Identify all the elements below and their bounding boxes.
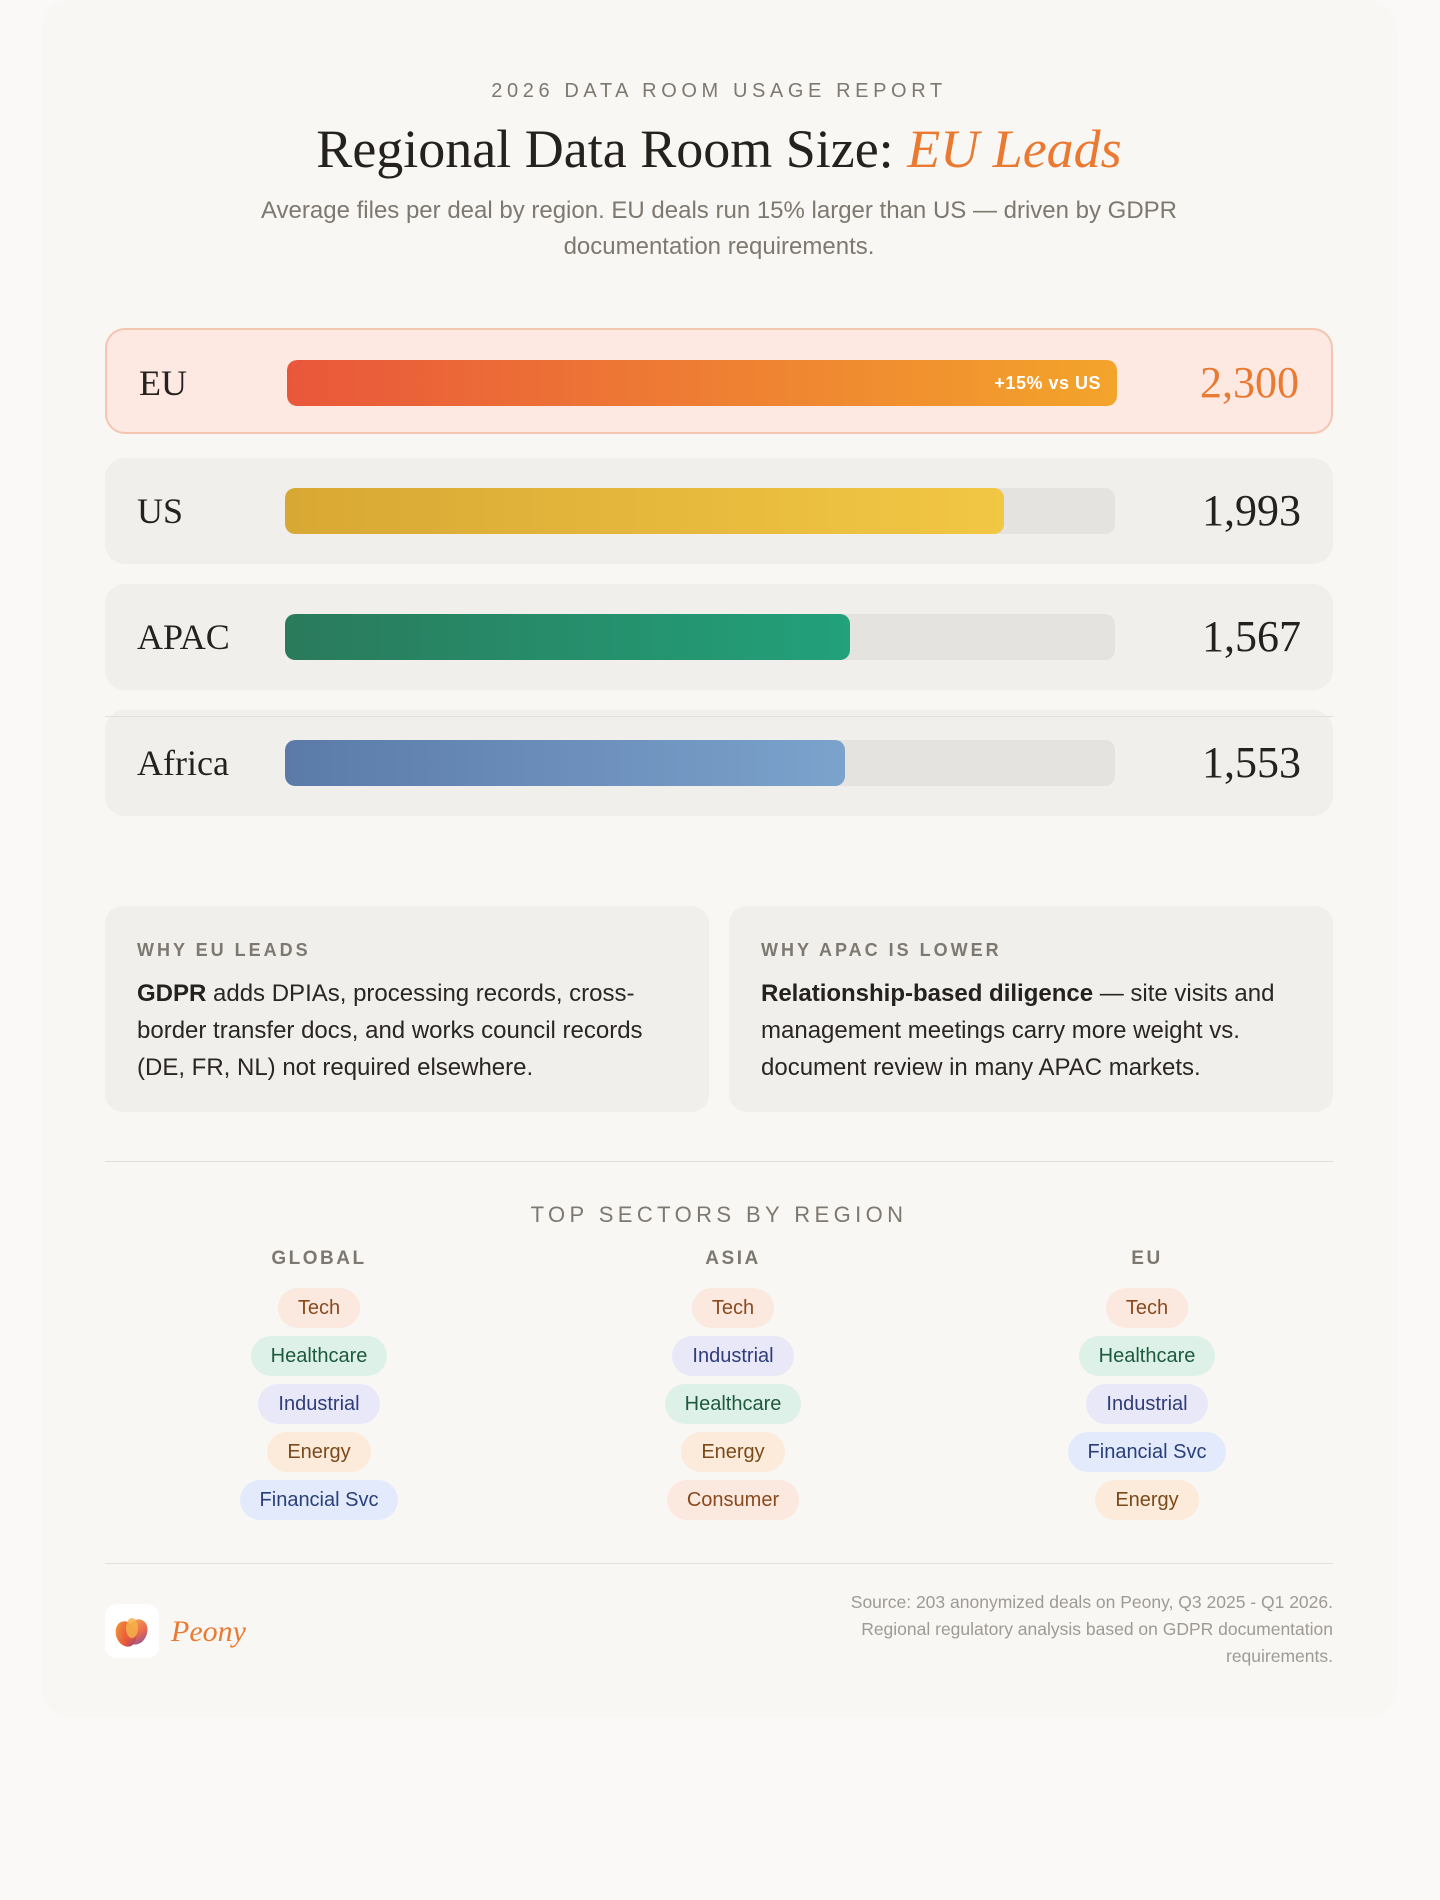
bar-row-africa (105, 710, 1333, 816)
insight-card-eu (105, 906, 709, 1112)
bar-label: Africa (137, 743, 229, 783)
sector-pill: Tech (692, 1288, 774, 1328)
insight-bold: GDPR (137, 980, 207, 1007)
divider (105, 1161, 1333, 1162)
bar-annotation-badge: +15% vs US (994, 373, 1101, 393)
insight-card-apac (729, 906, 1333, 1112)
report-card (41, 0, 1397, 1718)
sector-column-heading: ASIA (705, 1248, 761, 1269)
bar-value: 1,567 (1202, 612, 1301, 661)
bar-track (285, 740, 1115, 786)
sector-pill: Energy (681, 1432, 784, 1472)
bar-fill (285, 488, 1004, 534)
divider (105, 716, 1333, 717)
insight-text: — site visits and management meetings carry more weight vs. document review in many APAC markets. (761, 980, 1275, 1081)
sector-pill: Energy (267, 1432, 370, 1472)
peony-logo-icon (105, 1604, 159, 1658)
sector-pill: Healthcare (251, 1336, 388, 1376)
title-accent: EU Leads (907, 119, 1122, 179)
sector-pill: Tech (278, 1288, 360, 1328)
sector-pill: Healthcare (1079, 1336, 1216, 1376)
sector-pill: Consumer (667, 1480, 799, 1520)
sector-pill: Industrial (672, 1336, 793, 1376)
insight-heading: WHY EU LEADS (137, 940, 311, 960)
bar-track (287, 360, 1117, 406)
source-line-2: Regional regulatory analysis based on GDPR documentation requirements. (861, 1619, 1333, 1666)
page-subtitle: Average files per deal by region. EU deals run 15% larger than US — driven by GDPR documentation requirements. (260, 197, 1178, 260)
insight-body (137, 975, 677, 1086)
peony-logo-svg (105, 1604, 159, 1658)
bar-fill (285, 740, 845, 786)
report-kicker: 2026 DATA ROOM USAGE REPORT (491, 80, 947, 102)
sector-pill: Tech (1106, 1288, 1188, 1328)
sector-column-global (169, 1248, 469, 1528)
bar-value: 2,300 (1200, 358, 1299, 407)
bar-label: APAC (137, 617, 230, 657)
divider (105, 1563, 1333, 1564)
sector-pill: Healthcare (665, 1384, 802, 1424)
bar-value: 1,553 (1202, 738, 1301, 787)
bar-label: US (137, 491, 184, 531)
bar-row-apac (105, 584, 1333, 690)
sector-pill: Industrial (258, 1384, 379, 1424)
sector-column-asia (583, 1248, 883, 1528)
sector-column-heading: EU (1131, 1248, 1163, 1269)
bar-track (285, 488, 1115, 534)
bar-row-us (105, 458, 1333, 564)
sector-column-heading: GLOBAL (271, 1248, 367, 1269)
bar-row-eu (105, 328, 1333, 434)
insight-bold: Relationship-based diligence (761, 980, 1094, 1007)
bar-track (285, 614, 1115, 660)
sector-pill: Energy (1095, 1480, 1198, 1520)
page-title (105, 118, 1333, 180)
sectors-title: TOP SECTORS BY REGION (530, 1202, 908, 1227)
source-note (773, 1589, 1333, 1670)
insight-heading: WHY APAC IS LOWER (761, 940, 1002, 960)
sector-pill: Industrial (1086, 1384, 1207, 1424)
sector-pill: Financial Svc (1068, 1432, 1227, 1472)
sector-column-eu (997, 1248, 1297, 1528)
title-main: Regional Data Room Size: (316, 119, 908, 179)
bar-fill (285, 614, 850, 660)
source-line-1: Source: 203 anonymized deals on Peony, Q3 2025 - Q1 2026. (850, 1592, 1333, 1612)
insight-body (761, 975, 1301, 1086)
bar-value: 1,993 (1202, 486, 1301, 535)
insight-text: adds DPIAs, processing records, cross-border transfer docs, and works council records (DE, FR, NL) not required elsewhere. (137, 980, 643, 1081)
brand-name: Peony (171, 1615, 246, 1648)
sector-pill: Financial Svc (240, 1480, 399, 1520)
bar-label: EU (139, 363, 187, 403)
bar-fill (287, 360, 1117, 406)
